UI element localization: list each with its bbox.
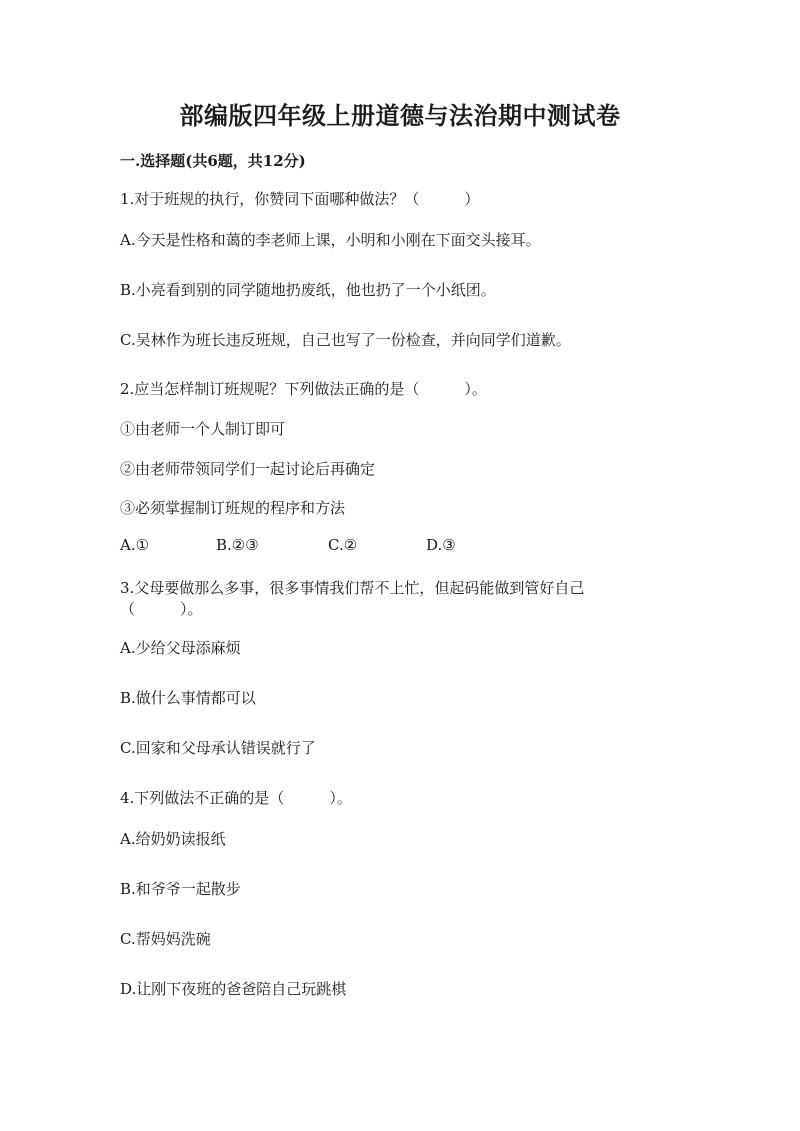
question-1-option-a: A.今天是性格和蔼的李老师上课，小明和小刚在下面交头接耳。 — [120, 231, 541, 249]
section-heading: 一.选择题(共6题，共12分) — [120, 152, 306, 170]
question-1-option-c: C.吴林作为班长违反班规，自己也写了一份检查，并向同学们道歉。 — [120, 331, 571, 349]
question-2-option-b: B.②③ — [216, 536, 259, 554]
question-4-option-b: B.和爷爷一起散步 — [120, 880, 241, 898]
question-3-option-a: A.少给父母添麻烦 — [120, 639, 241, 657]
question-3-stem-line-2: （ ）。 — [120, 600, 203, 618]
question-2-stem: 2.应当怎样制订班规呢？下列做法正确的是（ ）。 — [120, 380, 487, 398]
question-2-statement-3: ③必须掌握制订班规的程序和方法 — [120, 499, 346, 517]
question-4-stem: 4.下列做法不正确的是（ ）。 — [120, 789, 352, 807]
question-2-options — [120, 536, 680, 556]
page-title: 部编版四年级上册道德与法治期中测试卷 — [179, 101, 621, 130]
question-4-option-c: C.帮妈妈洗碗 — [120, 930, 211, 948]
question-2-statement-2: ②由老师带领同学们一起讨论后再确定 — [120, 460, 376, 478]
question-4-option-d: D.让刚下夜班的爸爸陪自己玩跳棋 — [120, 980, 347, 998]
question-2-option-c: C.② — [328, 536, 358, 554]
question-1-stem: 1.对于班规的执行，你赞同下面哪种做法？（ ） — [120, 190, 480, 208]
question-3-option-b: B.做什么事情都可以 — [120, 689, 256, 707]
question-3-option-c: C.回家和父母承认错误就行了 — [120, 739, 316, 757]
question-2-option-a: A.① — [120, 536, 150, 554]
question-2-statement-1: ①由老师一个人制订即可 — [120, 420, 286, 438]
question-2-option-d: D.③ — [426, 536, 456, 554]
question-1-option-b: B.小亮看到别的同学随地扔废纸，他也扔了一个小纸团。 — [120, 281, 496, 299]
question-3-stem-line-1: 3.父母要做那么多事，很多事情我们帮不上忙，但起码能做到管好自己 — [120, 579, 585, 597]
question-4-option-a: A.给奶奶读报纸 — [120, 830, 226, 848]
